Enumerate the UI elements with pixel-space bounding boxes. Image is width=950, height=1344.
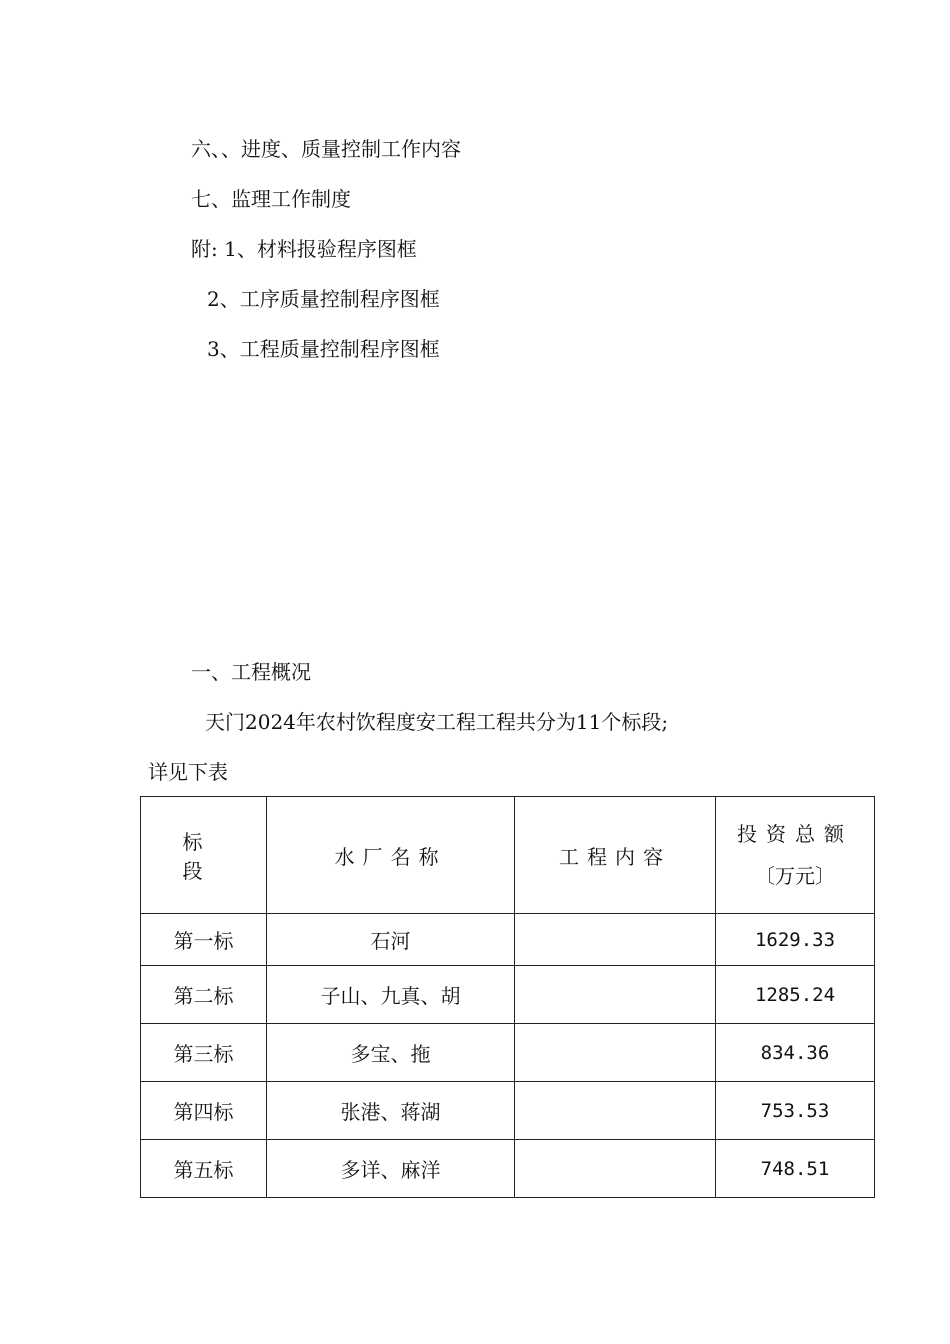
bid-section-table [140,796,875,1198]
header-section: 标 段 [141,797,267,914]
cell-content [515,1024,716,1082]
cell-amount: 1629.33 [716,914,875,966]
toc-item-6: 六、、进度、质量控制工作内容 [191,137,461,161]
table-row [141,1024,875,1082]
header-content: 工程内容 [515,797,716,914]
header-investment-unit: 〔万元〕 [755,864,835,888]
cell-amount: 748.51 [716,1140,875,1198]
cell-plant: 石河 [267,914,515,966]
cell-content [515,914,716,966]
cell-amount: 753.53 [716,1082,875,1140]
cell-section: 第五标 [141,1140,267,1198]
table-header-row [141,797,875,914]
toc-appendix-1: 附: 1、材料报验程序图框 [191,237,417,261]
cell-section: 第四标 [141,1082,267,1140]
overview-paragraph: 天门2024年农村饮程度安工程工程共分为11个标段; [205,710,669,734]
table-row [141,1082,875,1140]
header-investment [716,797,875,914]
header-investment-label: 投资总额 [737,822,853,846]
cell-content [515,1140,716,1198]
table-row [141,966,875,1024]
cell-section: 第二标 [141,966,267,1024]
cell-plant: 子山、九真、胡 [267,966,515,1024]
cell-amount: 1285.24 [716,966,875,1024]
table-intro: 详见下表 [148,760,228,784]
cell-content [515,966,716,1024]
cell-content [515,1082,716,1140]
toc-appendix-3: 3、工程质量控制程序图框 [207,337,440,361]
cell-section: 第三标 [141,1024,267,1082]
section-heading: 一、工程概况 [191,660,311,684]
cell-amount: 834.36 [716,1024,875,1082]
cell-section: 第一标 [141,914,267,966]
toc-item-7: 七、监理工作制度 [191,187,351,211]
cell-plant: 多详、麻洋 [267,1140,515,1198]
cell-plant: 多宝、拖 [267,1024,515,1082]
header-plant-name: 水厂名称 [267,797,515,914]
table-row [141,1140,875,1198]
cell-plant: 张港、蒋湖 [267,1082,515,1140]
toc-appendix-2: 2、工序质量控制程序图框 [207,287,440,311]
table-row [141,914,875,966]
